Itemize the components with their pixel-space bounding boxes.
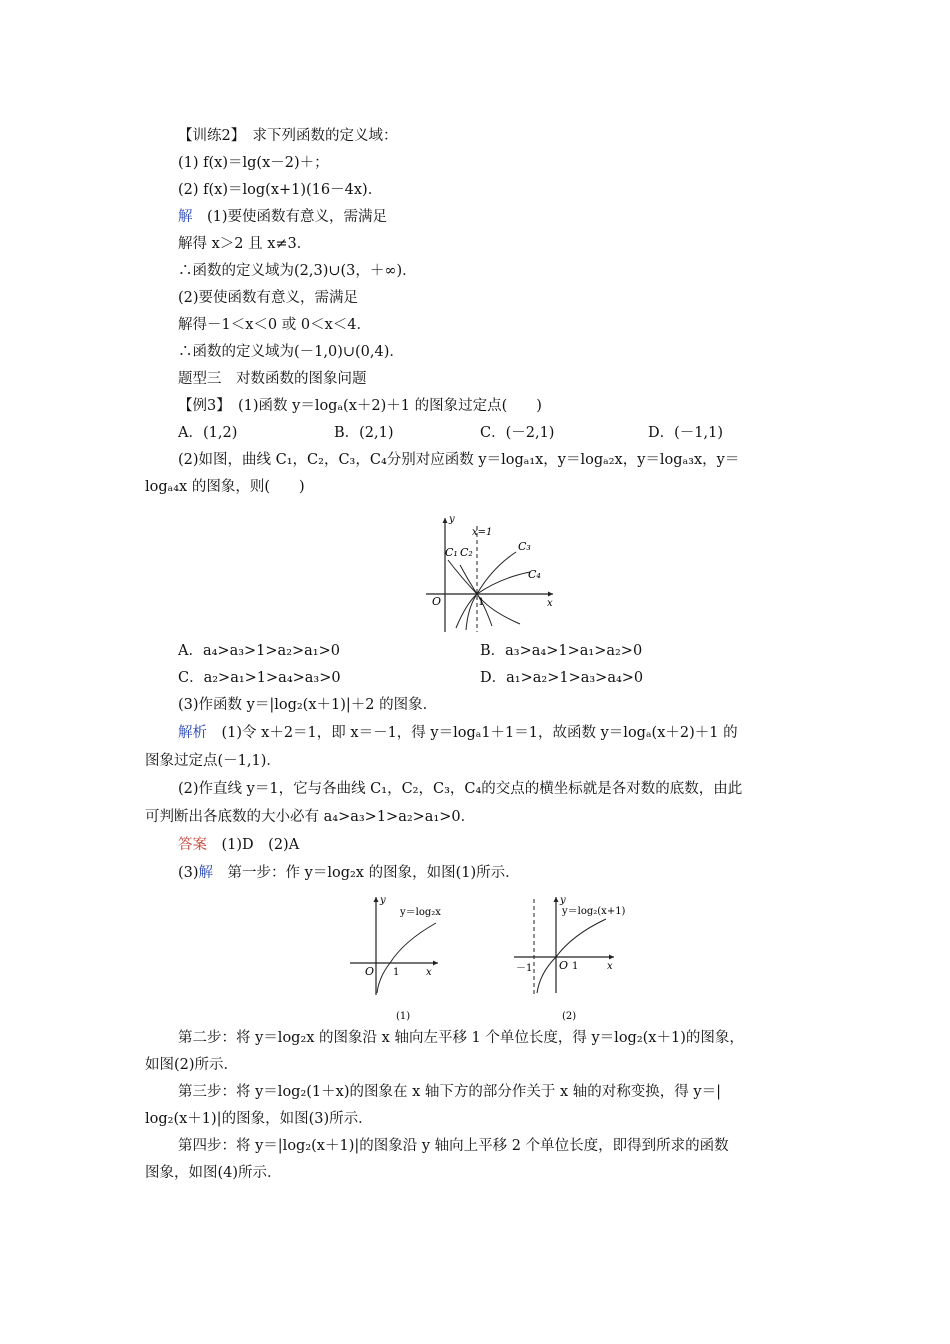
fig2-curve xyxy=(377,923,436,993)
ex3-q2-option-d: D．a₁>a₂>1>a₃>a₄>0 xyxy=(480,670,644,686)
analysis-2a: (2)作直线 y＝1，它与各曲线 C₁，C₂，C₃，C₄的交点的横坐标就是各对数的底数，由此 xyxy=(178,781,743,797)
ex3-option-b: B．(2,1) xyxy=(334,425,394,441)
solution-3-text: 第一步：作 y＝log₂x 的图象，如图(1)所示． xyxy=(227,865,520,881)
fig3-curve-label: y＝log₂(x+1) xyxy=(562,906,626,917)
fig1-label-x1: x=1 xyxy=(472,527,493,538)
analysis-1a-line xyxy=(178,723,738,743)
step-4b: 图象，如图(4)所示． xyxy=(145,1165,282,1181)
analysis-1b: 图象过定点(－1,1)． xyxy=(145,753,281,769)
solution-label: 解 xyxy=(178,209,193,225)
solution-1b: 解得 x＞2 且 x≠3． xyxy=(178,236,312,252)
x-axis-arrow xyxy=(548,592,553,597)
fig1-label-c2: C₂ xyxy=(460,546,473,559)
answer-line xyxy=(178,835,299,855)
step-2b: 如图(2)所示． xyxy=(145,1057,239,1073)
fig1-label-c3: C₃ xyxy=(518,540,531,553)
figure-log2x-plus-1 xyxy=(510,893,630,1023)
curve-c1 xyxy=(448,560,492,626)
solution-2a: (2)要使函数有意义，需满足 xyxy=(178,290,359,306)
fig3-label-one: 1 xyxy=(572,961,579,972)
ex3-option-a: A．(1,2) xyxy=(178,425,238,441)
solution-2c: ∴函数的定义域为(－1,0)∪(0,4)． xyxy=(178,344,404,360)
fig3-y-arrow xyxy=(554,897,559,902)
step-3b: log₂(x＋1)|的图象，如图(3)所示． xyxy=(145,1111,373,1127)
ex3-option-c: C．(－2,1) xyxy=(480,425,555,441)
solution-3-label: 解 xyxy=(198,865,214,881)
step-3a: 第三步：将 y＝log₂(1＋x)的图象在 x 轴下方的部分作关于 x 轴的对称变换，得 y＝| xyxy=(178,1084,721,1100)
answer-label: 答案 xyxy=(178,837,207,853)
fig3-label-y: y xyxy=(560,895,566,906)
y-axis-arrow xyxy=(443,518,448,523)
answer-text: (1)D (2)A xyxy=(221,837,300,853)
ex3-q2-line1: (2)如图，曲线 C₁，C₂，C₃，C₄分别对应函数 y＝logₐ₁x，y＝logₐ₂x，y＝logₐ₃x，y＝ xyxy=(178,452,740,468)
ex3-q2-option-b: B．a₃>a₄>1>a₁>a₂>0 xyxy=(480,643,643,659)
fig1-label-x: x xyxy=(547,598,553,609)
ex3-q2-option-c: C．a₂>a₁>1>a₄>a₃>0 xyxy=(178,670,341,686)
fig1-label-one: 1 xyxy=(478,597,485,608)
fig1-label-c4: C₄ xyxy=(528,568,541,581)
analysis-2b: 可判断出各底数的大小必有 a₄>a₃>1>a₂>a₁>0． xyxy=(145,809,476,825)
step-2a: 第二步：将 y＝log₂x 的图象沿 x 轴向左平移 1 个单位长度，得 y＝log₂(x＋1)的图象， xyxy=(178,1030,744,1046)
example-3-header: 【例3】 (1)函数 y＝logₐ(x＋2)＋1 的图象过定点( ) xyxy=(178,398,542,414)
fig3-label-o: O xyxy=(559,959,569,972)
fig2-label-x: x xyxy=(426,967,432,978)
fig3-caption: (2) xyxy=(562,1011,577,1022)
figure-log2x xyxy=(346,893,446,1023)
fig2-label-y: y xyxy=(380,895,386,906)
ex3-q2-line2: logₐ₄x 的图象，则( ) xyxy=(145,479,305,495)
ex3-option-d: D．(－1,1) xyxy=(648,425,723,441)
fig1-label-o: O xyxy=(432,595,442,608)
fig2-caption: (1) xyxy=(396,1011,411,1022)
fig3-label-neg1: －1 xyxy=(516,963,533,974)
step-4a: 第四步：将 y＝|log₂(x＋1)|的图象沿 y 轴向上平移 2 个单位长度，即得到所求的函数 xyxy=(178,1138,729,1154)
analysis-label: 解析 xyxy=(178,725,207,741)
fig1-label-c1: C₁ xyxy=(445,546,458,559)
solution-2b: 解得－1＜x＜0 或 0＜x＜4． xyxy=(178,317,371,333)
section-title-3: 题型三 对数函数的图象问题 xyxy=(178,371,367,387)
fig3-label-x: x xyxy=(607,961,613,972)
log-curves-figure xyxy=(420,512,560,634)
analysis-1a: (1)令 x＋2＝1，即 x＝－1，得 y＝logₐ1＋1＝1，故函数 y＝logₐ(x＋2)＋1 的 xyxy=(221,725,738,741)
solution-1a: (1)要使函数有意义，需满足 xyxy=(207,209,388,225)
solution-3-prefix: (3) xyxy=(178,865,199,881)
solution-1a-line xyxy=(178,207,387,227)
training-header: 【训练2】 求下列函数的定义域： xyxy=(178,128,398,144)
fig3-x-arrow xyxy=(609,955,614,960)
fig3-curve xyxy=(537,919,606,993)
solution-3-line xyxy=(178,863,520,883)
ex3-q3: (3)作函数 y＝|log₂(x＋1)|＋2 的图象． xyxy=(178,697,438,713)
fig2-label-one: 1 xyxy=(393,967,400,978)
fig2-y-arrow xyxy=(374,897,379,902)
fig2-label-o: O xyxy=(365,965,375,978)
ex3-q2-option-a: A．a₄>a₃>1>a₂>a₁>0 xyxy=(178,643,340,659)
question-2: (2) f(x)＝log(x+1)(16－4x)． xyxy=(178,182,383,198)
question-1: (1) f(x)＝lg(x－2)＋； xyxy=(178,155,329,171)
fig2-curve-label: y＝log₂x xyxy=(400,907,441,918)
fig2-x-arrow xyxy=(433,961,438,966)
solution-1c: ∴函数的定义域为(2,3)∪(3，＋∞)． xyxy=(178,263,417,279)
fig1-label-y: y xyxy=(449,514,455,525)
